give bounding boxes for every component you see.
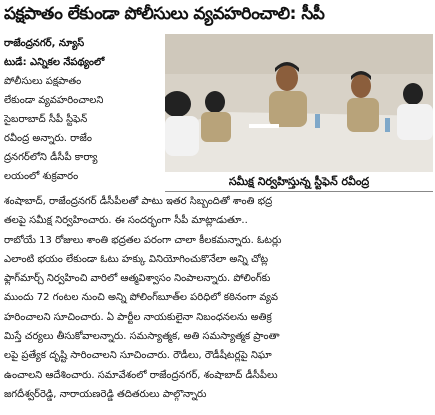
body-line: హరించాలని సూచించారు. ఏ పార్టీల నాయకులైనా నిబంధనలను అతిక్ర (4, 311, 272, 323)
body-line: పోలీసులు పక్షపాతం (4, 76, 82, 87)
body-line: శంషాబాద్, రాజేంద్రనగర్ డీసీపీలతో పాటు ఇతర సిబ్బందితో శాంతి భద్ర (4, 196, 273, 207)
body-line: లపై ప్రత్యేక దృష్టి సారించాలని సూచించారు. రౌడీలు, రౌడీషీటర్లపై నిఘా (4, 350, 272, 362)
body-line: ఉంచాలని ఆదేశించారు. సమావేశంలో రాజేంద్రనగర్, శంషాబాద్ డీసీపీలు (4, 369, 278, 381)
body-line: రాబోయే 13 రోజులు శాంతి భద్రతల పరంగా చాలా కీలకమన్నారు. ఓటర్లు (4, 234, 282, 246)
article-intro-column (4, 34, 164, 186)
meeting-photo (165, 34, 433, 172)
body-line: ఎలాంటి భయం లేకుండా ఓటు హక్కు వినియోగించుకొనేలా అన్ని చోట్ల (4, 253, 269, 265)
body-line: జగదీశ్వర్‌రెడ్డి, నారాయణరెడ్డి తదితరులు పాల్గొన్నారు (4, 388, 207, 400)
body-line: రవీంద్ర అన్నారు. రాజేం (4, 133, 92, 144)
body-line: తలపై సమీక్ష నిర్వహించారు. ఈ సందర్భంగా సీపీ మాట్లాడుతూ.. (4, 215, 248, 227)
body-line: లయంలో శుక్రవారం (4, 171, 79, 182)
body-line: ద్రనగర్‌లోని డీసీపీ కార్యా (4, 152, 98, 163)
dateline: రాజేంద్రనగర్, న్యూస్ (4, 38, 85, 49)
body-line: సైబరాబాద్ సీపీ స్టీఫెన్ (4, 114, 88, 125)
body-line: టుడే: ఎన్నికల నేపథ్యంలో (4, 57, 105, 68)
article-body (4, 192, 432, 404)
body-line: ముందు 72 గంటల నుంచి అన్ని పోలింగ్‌బూత్‌ల పరిధిలో కఠినంగా వ్యవ (4, 292, 279, 304)
photo-caption: సమీక్ష నిర్వహిస్తున్న స్టీఫెన్ రవీంద్ర (165, 172, 433, 192)
body-line: ఫ్లాగ్‌మార్చ్ నిర్వహించి వారిలో ఆత్మవిశ్వాసం నింపాలన్నారు. పోలింగ్‌కు (4, 273, 271, 285)
body-line: లేకుండా వ్యవహరించాలని (4, 95, 104, 106)
body-line: మిస్తే చర్యలు తీసుకోవాలన్నారు. సమస్యాత్మక, అతి సమస్యాత్మక ప్రాంతా (4, 331, 280, 343)
headline: పక్షపాతం లేకుండా పోలీసులు వ్యవహరించాలి: సీపీ (4, 4, 325, 24)
